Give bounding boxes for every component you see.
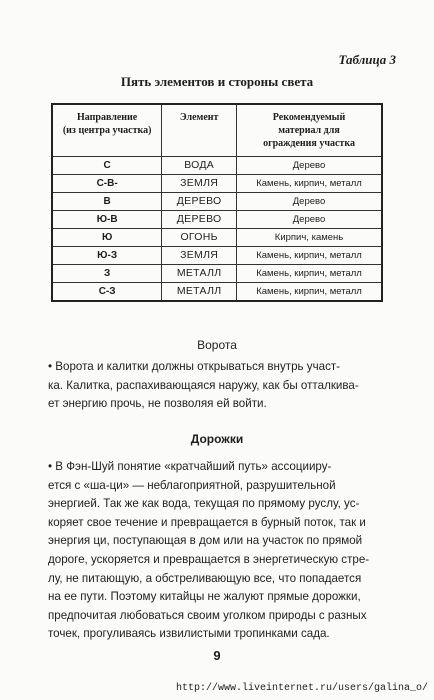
table-header-row — [52, 104, 382, 156]
text-line: ется с «ша-ци» — неблагоприятной, разрушительной — [48, 478, 336, 492]
cell-element: МЕТАЛЛ — [162, 282, 237, 301]
cell-element: ЗЕМЛЯ — [162, 246, 237, 264]
text-line: ка. Калитка, распахивающаяся наружу, как бы отталкива- — [48, 378, 359, 392]
page-number: 9 — [213, 648, 221, 663]
cell-material: Камень, кирпич, металл — [237, 174, 382, 192]
cell-direction: Ю — [52, 228, 162, 246]
cell-material: Кирпич, камень — [237, 228, 382, 246]
text-line: точек, прогуливаясь извилистыми тропинками сада. — [48, 627, 330, 641]
table-row — [52, 282, 382, 301]
cell-element: МЕТАЛЛ — [162, 264, 237, 282]
cell-element: ОГОНЬ — [162, 228, 237, 246]
table-row — [52, 174, 382, 192]
cell-material: Камень, кирпич, металл — [237, 282, 382, 301]
table-row — [52, 210, 382, 228]
cell-direction: Ю-В — [52, 210, 162, 228]
paragraph-paths — [48, 458, 388, 644]
section-heading-gates: Ворота — [197, 338, 237, 352]
cell-material: Камень, кирпич, металл — [237, 246, 382, 264]
table-row — [52, 246, 382, 264]
text-line: на ее пути. Поэтому китайцы не жалуют прямые дорожки, — [48, 590, 361, 604]
header-material: Рекомендуемый материал для ограждения участка — [237, 104, 382, 156]
cell-direction: С — [52, 156, 162, 174]
cell-direction: С-З — [52, 282, 162, 301]
text-line: • Ворота и калитки должны открываться внутрь участ- — [48, 360, 341, 373]
text-line: лу, не питающую, а обстреливающую все, что попадается — [48, 571, 362, 585]
text-line: ет энергию прочь, не позволяя ей войти. — [48, 397, 267, 411]
cell-element: ДЕРЕВО — [162, 192, 237, 210]
cell-direction: Ю-З — [52, 246, 162, 264]
table-row — [52, 264, 382, 282]
text-line: дороге, ускоряется и превращается в энергетическую стре- — [48, 552, 370, 566]
text-line: • В Фэн-Шуй понятие «кратчайший путь» ассоцииру- — [48, 460, 332, 473]
table-title: Пять элементов и стороны света — [120, 74, 314, 89]
cell-element: ЗЕМЛЯ — [162, 174, 237, 192]
cell-element: ВОДА — [162, 156, 237, 174]
text-line: предпочитая любоваться своим уголком природы с разных — [48, 608, 367, 622]
header-direction: Направление (из центра участка) — [52, 104, 162, 156]
table-caption: Таблица 3 — [338, 52, 396, 67]
header-element: Элемент — [162, 104, 237, 156]
text-line: энергией. Так же как вода, текущая по прямому руслу, ус- — [48, 497, 360, 511]
cell-direction: С-В- — [52, 174, 162, 192]
paragraph-gates — [48, 358, 388, 414]
cell-direction: З — [52, 264, 162, 282]
cell-material: Дерево — [237, 156, 382, 174]
text-line: коряет свое течение и превращается в бурный поток, так и — [48, 515, 366, 529]
cell-material: Дерево — [237, 192, 382, 210]
section-heading-paths: Дорожки — [190, 432, 244, 446]
text-line: энергия ци, поступающая в дом или на участок по прямой — [48, 534, 363, 548]
elements-table — [51, 103, 383, 302]
table-row — [52, 192, 382, 210]
table-row — [52, 228, 382, 246]
cell-element: ДЕРЕВО — [162, 210, 237, 228]
cell-direction: В — [52, 192, 162, 210]
watermark-url: http://www.liveinternet.ru/users/galina_o/ — [175, 683, 428, 694]
table-row — [52, 156, 382, 174]
cell-material: Дерево — [237, 210, 382, 228]
cell-material: Камень, кирпич, металл — [237, 264, 382, 282]
